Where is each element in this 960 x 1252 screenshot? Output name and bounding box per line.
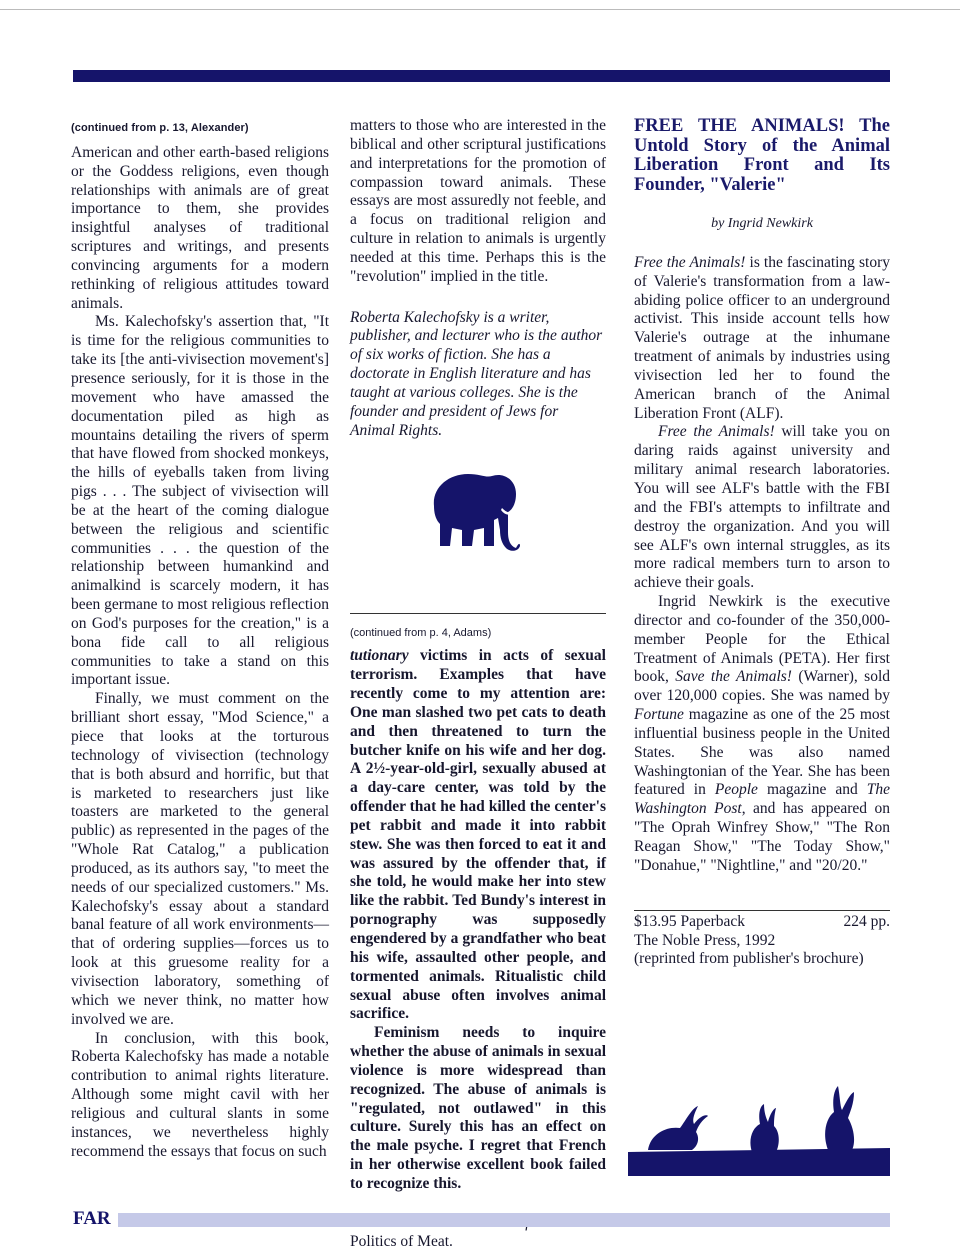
magazine-title: Fortune <box>634 706 684 724</box>
book-title: Save the Animals! <box>675 668 792 686</box>
byline: by Ingrid Newkirk <box>711 216 813 231</box>
paragraph: In conclusion, with this book, Roberta Kalechofsky has made a notable contribution to animal rights literature. Although some might cavil with her religious and cultural slants in some instances, we nevertheless highly recommend the essays that focus on such <box>71 1029 329 1160</box>
paragraph: Feminism needs to inquire whether the abuse of animals in sexual violence is more widespread than recognized. The abuse of animals is "regulated, not outlawed" in this culture. Surely this has an effect on the male psyche. I regret that French in her otherwise excellent book failed to recognize this. <box>350 1024 606 1192</box>
paragraph <box>634 254 890 424</box>
paragraph-text: victims in acts of sexual terrorism. Examples that have recently come to my attention are: One man slashed two pet cats to death and then threatened to turn the butcher knife on his wife and her dog. A 2½-year-old-girl, sexually abused at a day-care center, was told by the offender that he had killed the center's pet rabbit and made it into rabbit stew. She was then forced to eat it and was assured by the offender that, if she told, he would make her into stew like the rabbit. Ted Bundy's interest in pornography was supposedly engendered by a grandfather who beat his wife, assaulted other people, and tormented animals. Ritualistic child sexual abuse often involves animal sacrifice. <box>350 647 606 1023</box>
column-left <box>71 117 329 1161</box>
italic-word: tutionary <box>350 647 409 665</box>
paragraph-text: Ingrid Newkirk is the executive director and co-founder of the 350,000-member People for the Ethical Treatment of Animals (PETA). Her first book, <box>634 593 890 686</box>
continued-note: (continued from p. 13, Alexander) <box>71 122 249 134</box>
header-rule-bar <box>73 70 890 82</box>
footer-logo: FAR <box>73 1208 111 1229</box>
magazine-title: People <box>714 781 758 799</box>
paragraph <box>634 593 890 876</box>
article-title: FREE THE ANIMALS! The Untold Story of the Animal Liberation Front and Its Founder, "Valerie" <box>634 116 890 195</box>
paragraph-text: (Warner), sold over 120,000 copies. She was named by <box>634 668 890 705</box>
reprint-note: (reprinted from publisher's brochure) <box>634 950 864 968</box>
paragraph-text: , and has appeared on "The Oprah Winfrey Show," "The Ron Reagan Show," "The Today Show," "Donahue," "Nightline," and "20/20." <box>634 800 890 874</box>
price-line <box>634 913 890 932</box>
paragraph: matters to those who are interested in the biblical and other scriptural justifications and interpretations for the promotion of compassion toward animals. These essays are most assuredly not feeble, and a focus on traditional religion and culture in relation to animals is urgently needed at this time. Perhaps this is the "revolution" implied in the title. <box>350 117 606 285</box>
newspaper-title: The Washington Post <box>634 781 890 818</box>
price: $13.95 Paperback <box>634 912 746 930</box>
paragraph <box>634 423 890 593</box>
section-divider <box>350 613 606 614</box>
publisher: The Noble Press, 1992 <box>634 931 776 949</box>
paragraph-text: is the fascinating story of Valerie's transformation from a law-abiding police officer to an underground activist. This inside account tells how Valerie's outrage at the inhumane treatment of animals by industries using vivisection led her to found the American branch of the Animal Liberation Front (ALF). <box>634 253 891 422</box>
book-title: Politics of Meat. <box>350 1232 453 1250</box>
paragraph <box>350 647 606 1024</box>
continued-note: (continued from p. 4, Adams) <box>350 626 492 639</box>
paragraph: American and other earth-based religions or the Goddess religions, even though relationships with animals are of great importance to them, she provides insightful analyses of traditional scriptures and writings, and presents convincing arguments for a modern rethinking of religious attitudes toward animals. <box>71 143 329 312</box>
page-count: 224 pp. <box>843 912 890 930</box>
paragraph-text: will take you on daring raids against university and military animal research laboratories. You will see ALF's battle with the FBI and the FBI's attempts to infiltrate and destroy the organization. And you will see ALF's own internal struggles, as its more radical members turn to arson to achieve their goals. <box>634 423 891 592</box>
column-middle <box>350 117 606 1252</box>
paragraph: Finally, we must comment on the brilliant short essay, "Mod Science," a piece that looks at the torturous technology of vivisection (technology that is both absurd and horrific, but that is marketed to researchers just like toasters are marketed to the general public) as represented in the pages of the "Whole Rat Catalog," a publication produced, as its authors say, "to meet the needs of our specialized customers." Ms. Kalechofsky's essay about a standard banal feature of all work environments—that of ordering supplies—forces us to look at this gruesome reality for a vivisection laboratory, something of which we never think, no matter how involved we are. <box>71 690 329 1028</box>
book-title: Free the Animals! <box>658 423 775 441</box>
paragraph-text: magazine and <box>757 781 867 799</box>
column-right <box>634 117 890 969</box>
footer-band <box>118 1213 890 1227</box>
rabbits-icon <box>628 1084 890 1176</box>
author-bio: Roberta Kalechofsky is a writer, publisher, and lecturer who is the author of six works of fiction. She has a doctorate in English literature and has taught at various colleges. She is the founder and president of Jews for Animal Rights. <box>350 308 603 439</box>
section-divider <box>634 910 890 911</box>
paragraph-text: magazine as one of the 25 most influential business people in the United States. She was also named Washingtonian of the Year. She has been featured in <box>634 706 890 799</box>
paragraph: Ms. Kalechofsky's assertion that, "It is time for the religious communities to take its [the anti-vivisection movement's] presence seriously, for it is those in the movement who have amassed the documentation piled as high as mountains detailing the rivers of sperm that have flowed from shocked monkeys, the hills of eyeballs taken from living pigs . . . The subject of vivisection will be at the heart of the coming dialogue between the religious and scientific communities . . . the question of the relationship between humankind and animalkind is scarcely modern, it has been germane to most religious reflection on God's purposes for the creation," is a bona fide call to all religious communities to take a stand on this important issue. <box>71 313 329 689</box>
top-edge-line <box>0 0 960 10</box>
book-title: Free the Animals! <box>634 253 746 271</box>
elephant-icon <box>422 458 522 558</box>
